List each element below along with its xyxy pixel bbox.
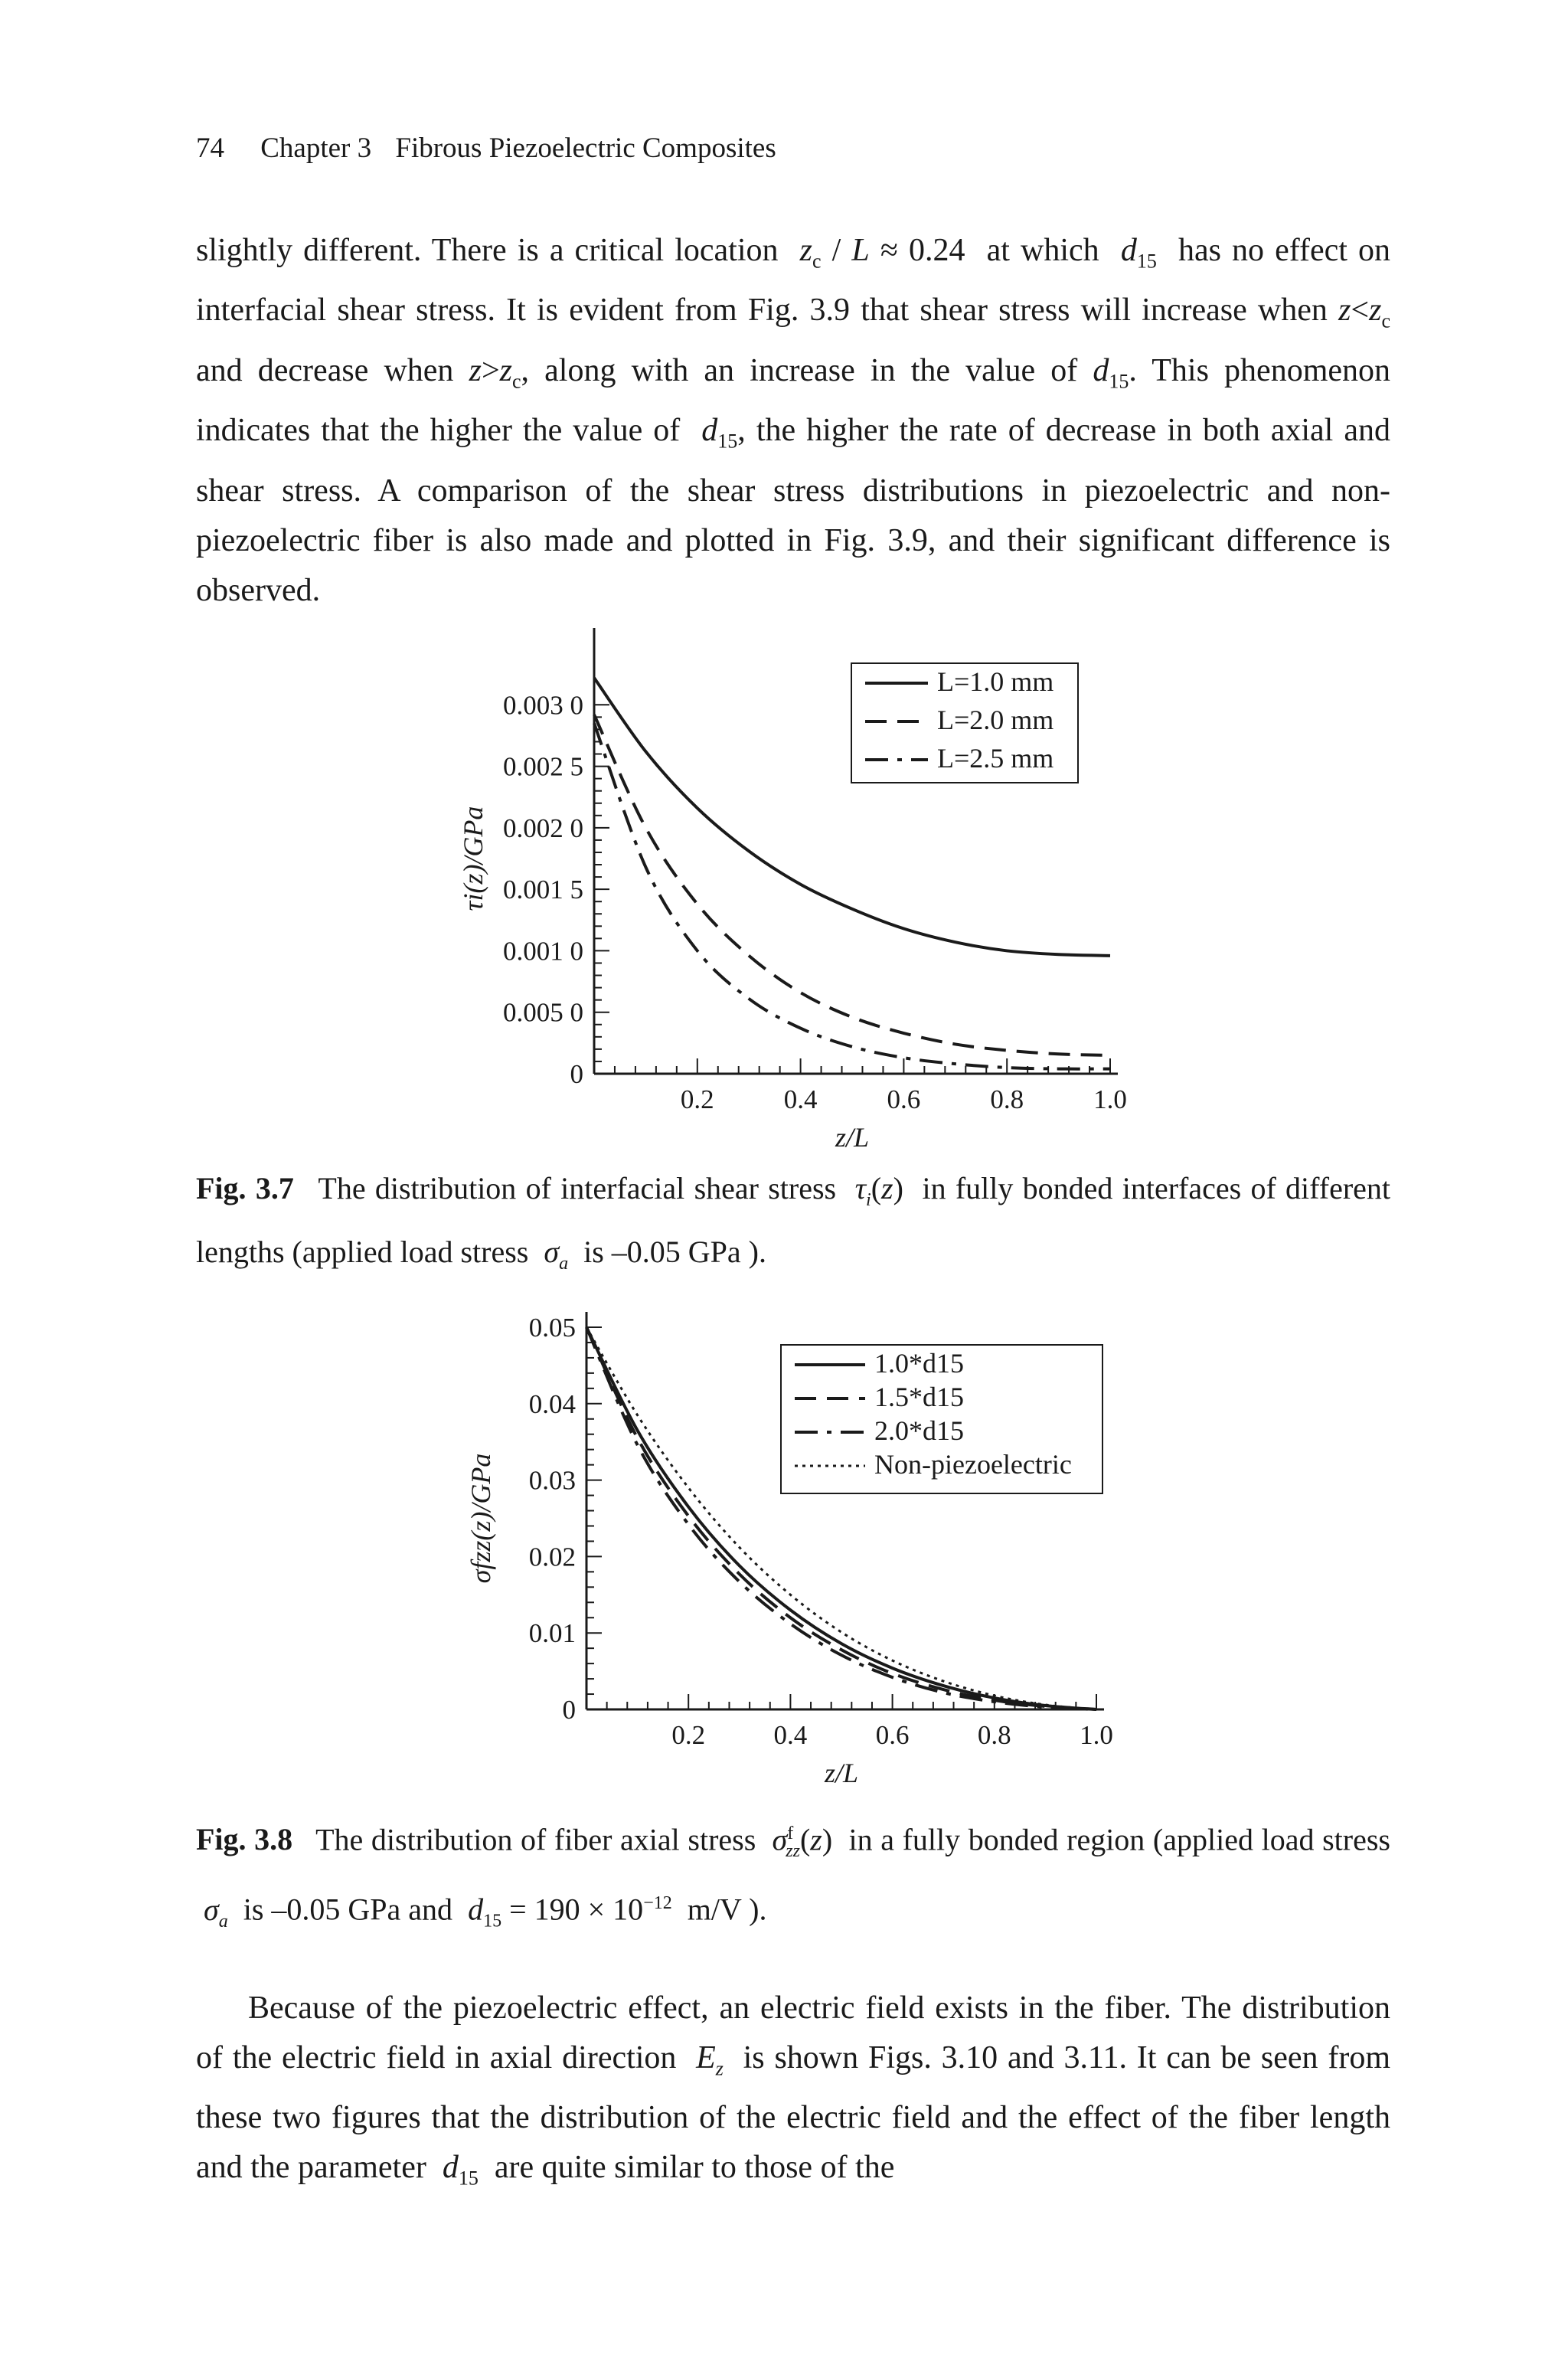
running-head xyxy=(196,132,776,165)
y-tick-label: 0.002 0 xyxy=(503,813,583,843)
y-tick-label: 0.04 xyxy=(528,1389,576,1419)
figure-3-7-label: Fig. 3.7 xyxy=(196,1171,294,1205)
paragraph-2: Because of the piezoelectric effect, an electric field exists in the fiber. The distribution of the electric field in axial direction $E_z$ is shown Figs. 3.10 and 3.11. It can be seen from these two figures that the distribution of the electric field and the effect of the fiber length and the parameter $d_{15}$ are quite similar to those of the xyxy=(196,1990,1391,2190)
x-tick-label: 1.0 xyxy=(1093,1084,1127,1114)
y-tick-label: 0 xyxy=(570,1059,583,1089)
x-tick-label: 0.6 xyxy=(875,1720,910,1750)
para1-text-4: and decrease when xyxy=(196,352,454,388)
caption37-c: is –0.05 GPa ). xyxy=(583,1235,766,1269)
chapter-label: Chapter 3 xyxy=(260,132,372,164)
legend-entry: 2.0*d15 xyxy=(874,1415,964,1446)
chart-axial-stress xyxy=(0,1302,1568,1800)
y-tick-label: 0.01 xyxy=(528,1618,576,1649)
para1-text-6: . This phenomenon indicates that the higher the value of xyxy=(196,352,1391,449)
para2-text-2: is shown Figs. 3.10 and 3.11. It can be seen from these two figures that the distribution of the electric field and the effect of the fiber length and the parameter xyxy=(196,2040,1391,2186)
para1-text-2: at which xyxy=(986,233,1099,268)
x-axis-label: z/L xyxy=(824,1758,859,1788)
figure-3-8-caption: Fig. 3.8 The distribution of fiber axial stress $\sigma^f_{zz}(z)$ in a fully bonded region (applied load stress $\sigma_a$ is –0.05 GPa and $d_{15} = 190 \times 10^{-12}$ m/V ). xyxy=(196,1822,1390,1932)
legend-entry: Non-piezoelectric xyxy=(874,1449,1072,1480)
critical-value: 0.24 xyxy=(908,233,965,268)
y-tick-label: 0.05 xyxy=(528,1313,576,1343)
caption37-a: The distribution of interfacial shear stress xyxy=(318,1171,837,1205)
figure-3-8-label: Fig. 3.8 xyxy=(196,1822,293,1857)
para1-text-1: slightly different. There is a critical location xyxy=(196,233,779,268)
x-tick-label: 1.0 xyxy=(1080,1720,1113,1750)
x-tick-label: 0.2 xyxy=(680,1084,714,1114)
legend-entry: 1.5*d15 xyxy=(874,1382,964,1412)
para2-text-1: Because of the piezoelectric effect, an electric field exists in the fiber. The distribution of the electric field in axial direction xyxy=(196,1990,1390,2075)
y-tick-label: 0.003 0 xyxy=(503,690,583,721)
legend-entry: L=2.0 mm xyxy=(937,705,1054,735)
y-tick-label: 0.001 5 xyxy=(503,875,583,905)
caption38-c: is –0.05 GPa and xyxy=(243,1892,453,1927)
y-tick-label: 0.001 0 xyxy=(503,936,583,967)
legend-entry: 1.0*d15 xyxy=(874,1348,964,1379)
figure-3-7 xyxy=(0,590,1568,1164)
caption38-d: m/V ). xyxy=(687,1892,767,1927)
y-axis-label: τi(z)/GPa xyxy=(458,806,488,911)
x-tick-label: 0.4 xyxy=(783,1084,818,1114)
caption37-b: in fully bonded interfaces of different lengths (applied load stress xyxy=(196,1171,1391,1269)
x-tick-label: 0.6 xyxy=(887,1084,921,1114)
paragraph-1: slightly different. There is a critical location $z_c / L \approx 0.24$ at which $d_{15}$ has no effect on interfacial shear stress. It is evident from Fig. 3.9 that shear stress will increase when $z<z_c$ and decrease when $z>z_c$, along with an increase in the value of $d_{15}$. This phenomenon indicates that the higher the value of $d_{15}$, the higher the rate of decrease in both axial and shear stress. A comparison of the shear stress distributions in piezoelectric and non-piezoelectric fiber is also made and plotted in Fig. 3.9, and their significant difference is observed. xyxy=(196,233,1391,608)
figure-3-8 xyxy=(0,1302,1568,1800)
caption38-b: in a fully bonded region (applied load stress xyxy=(848,1822,1390,1857)
y-tick-label: 0.005 0 xyxy=(503,997,583,1028)
chart-shear-stress xyxy=(0,590,1568,1164)
para2-text-3: are quite similar to those of the xyxy=(494,2150,895,2186)
legend-entry: L=2.5 mm xyxy=(937,743,1054,774)
y-tick-label: 0 xyxy=(562,1695,576,1725)
y-axis-label: σfzz(z)/GPa xyxy=(466,1453,496,1584)
page-number: 74 xyxy=(196,132,224,164)
chapter-title: Fibrous Piezoelectric Composites xyxy=(395,132,776,164)
para1-text-5: , along with an increase in the value of xyxy=(521,352,1078,388)
figure-3-7-caption: Fig. 3.7 The distribution of interfacial shear stress $\tau_i(z)$ in fully bonded interfaces of different lengths (applied load stress $\sigma_a$ is –0.05 GPa ). xyxy=(196,1171,1391,1274)
y-tick-label: 0.02 xyxy=(528,1542,576,1572)
y-tick-label: 0.002 5 xyxy=(503,751,583,782)
x-tick-label: 0.8 xyxy=(977,1720,1011,1750)
x-axis-label: z/L xyxy=(835,1122,870,1153)
caption38-a: The distribution of fiber axial stress xyxy=(315,1822,756,1857)
legend-entry: L=1.0 mm xyxy=(937,666,1054,697)
x-tick-label: 0.2 xyxy=(671,1720,706,1750)
para1-text-7: , the higher the rate of decrease in both axial and shear stress. A comparison of the shear stress distributions in piezoelectric and non-piezoelectric fiber is also made and plotted in Fig. 3.9, and their significant difference is observed. xyxy=(196,413,1390,608)
x-tick-label: 0.8 xyxy=(990,1084,1024,1114)
y-tick-label: 0.03 xyxy=(528,1465,576,1496)
x-tick-label: 0.4 xyxy=(773,1720,808,1750)
para1-text-3: has no effect on interfacial shear stress. It is evident from Fig. 3.9 that shear stress will increase when xyxy=(196,233,1391,329)
